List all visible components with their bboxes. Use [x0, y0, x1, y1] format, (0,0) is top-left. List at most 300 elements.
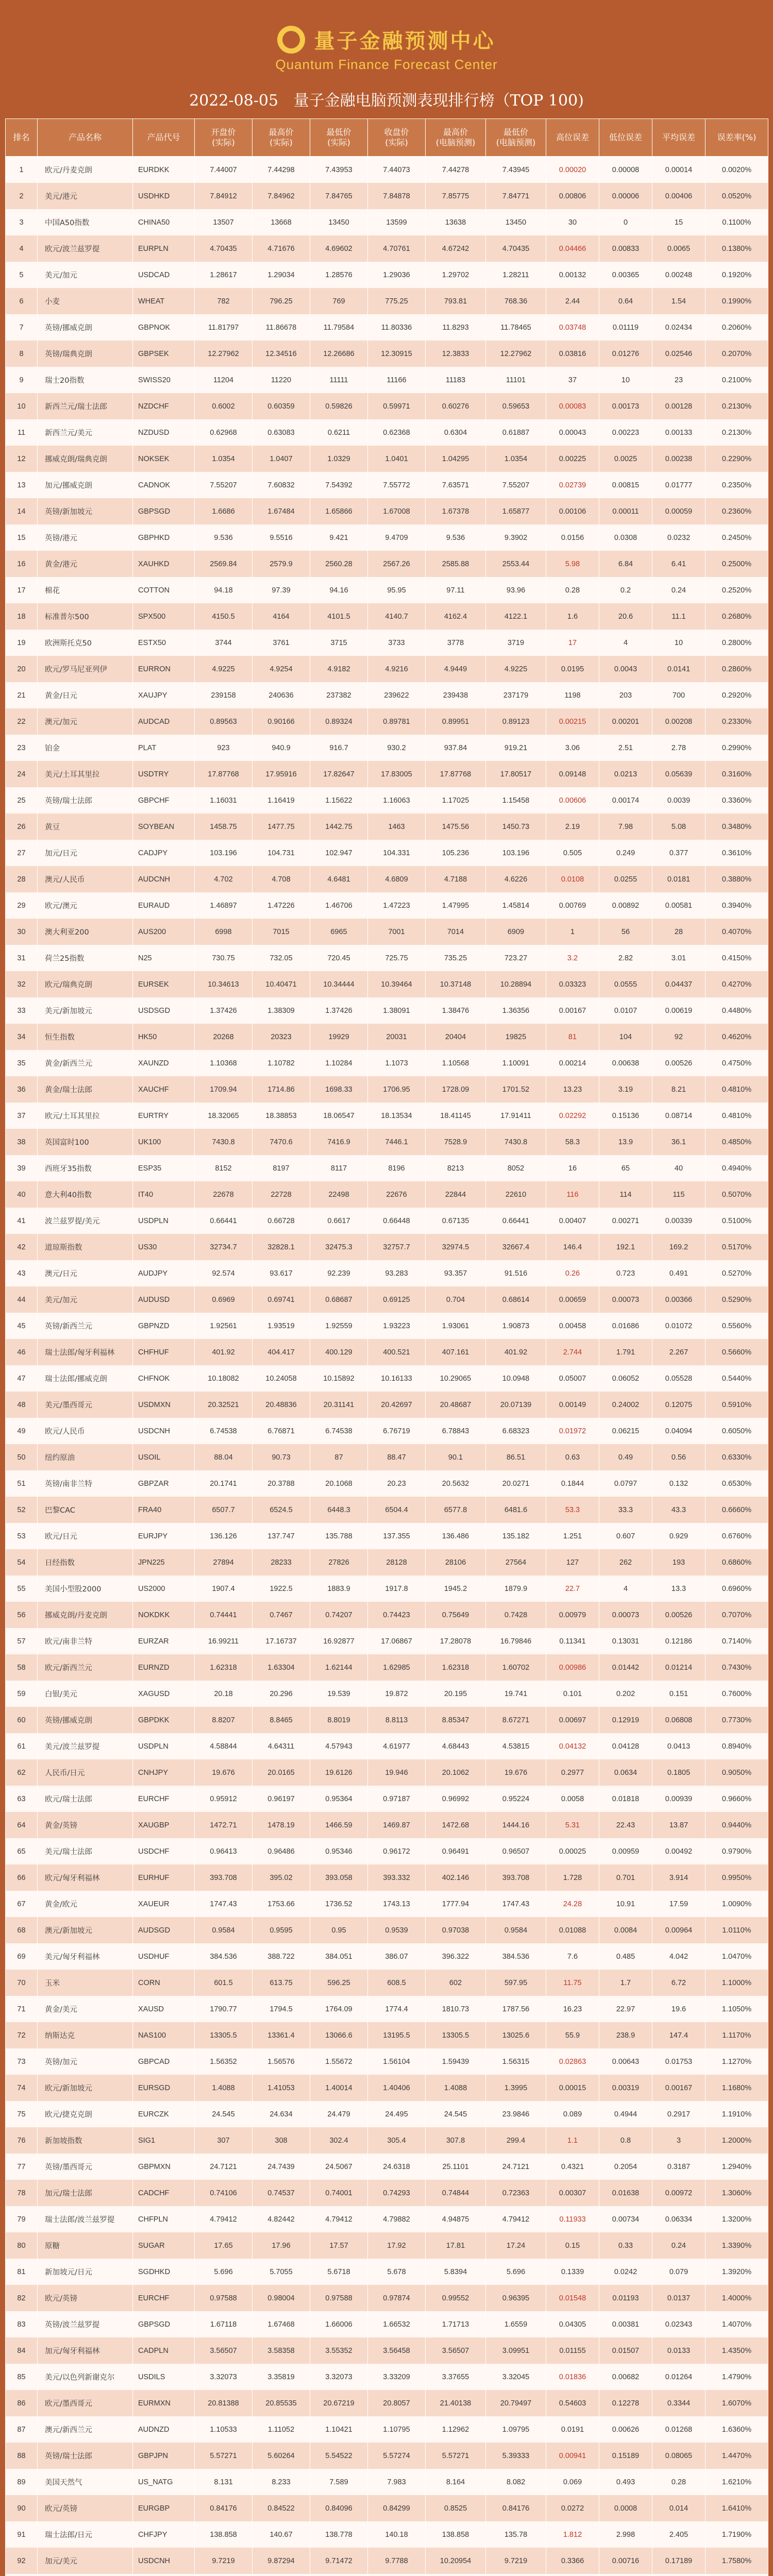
- low-price-cell: 32475.3: [310, 1234, 368, 1260]
- high-price-cell: 6524.5: [253, 1497, 310, 1523]
- high-price-cell: 0.66728: [253, 1208, 310, 1234]
- avg-error-cell: 0.00406: [652, 183, 705, 209]
- forecast-low-cell: 1.56315: [486, 2048, 546, 2075]
- error-rate-cell: 0.5270%: [705, 1260, 768, 1286]
- forecast-high-cell: 1728.09: [426, 1076, 486, 1103]
- forecast-high-cell: 1.17025: [426, 787, 486, 814]
- error-rate-cell: 0.3610%: [705, 840, 768, 866]
- error-rate-cell: 0.2330%: [705, 708, 768, 735]
- product-name-cell: 英镑/加元: [38, 2048, 133, 2075]
- forecast-low-cell: 0.84176: [486, 2495, 546, 2521]
- avg-error-cell: 0.01753: [652, 2048, 705, 2075]
- forecast-low-cell: 0.61887: [486, 419, 546, 446]
- product-name-cell: 欧元/土耳其里拉: [38, 1103, 133, 1129]
- low-error-cell: 3.19: [599, 1076, 652, 1103]
- product-code-cell: CADNOK: [133, 472, 195, 498]
- rank-cell: 9: [6, 367, 38, 393]
- table-row: [6, 1260, 768, 1286]
- column-header: 排名: [6, 119, 38, 157]
- high-price-cell: 4.71676: [253, 235, 310, 262]
- product-name-cell: 英镑/瑞典克朗: [38, 341, 133, 367]
- product-code-cell: EURPLN: [133, 235, 195, 262]
- forecast-low-cell: 17.24: [486, 2232, 546, 2259]
- high-price-cell: 20.296: [253, 1681, 310, 1707]
- low-price-cell: 1.0329: [310, 446, 368, 472]
- forecast-high-cell: 11183: [426, 367, 486, 393]
- product-code-cell: ESTX50: [133, 630, 195, 656]
- high-error-cell: 0.00458: [546, 1313, 599, 1339]
- product-code-cell: AUDJPY: [133, 1260, 195, 1286]
- forecast-low-cell: 723.27: [486, 945, 546, 971]
- product-code-cell: SGDHKD: [133, 2259, 195, 2285]
- high-error-cell: 16.23: [546, 1996, 599, 2022]
- low-price-cell: 596.25: [310, 1970, 368, 1996]
- table-row: [6, 183, 768, 209]
- product-code-cell: CADJPY: [133, 840, 195, 866]
- table-row: [6, 630, 768, 656]
- low-price-cell: 0.74001: [310, 2180, 368, 2206]
- high-price-cell: 4164: [253, 603, 310, 630]
- low-error-cell: 0.0084: [599, 1917, 652, 1943]
- close-price-cell: 1.93223: [368, 1313, 426, 1339]
- product-name-cell: 欧元/日元: [38, 1523, 133, 1549]
- low-error-cell: 0.8: [599, 2127, 652, 2154]
- low-error-cell: 0.49: [599, 1444, 652, 1470]
- open-price-cell: 1747.43: [195, 1891, 253, 1917]
- low-error-cell: 0.01507: [599, 2337, 652, 2364]
- high-error-cell: 3.06: [546, 735, 599, 761]
- low-price-cell: 102.947: [310, 840, 368, 866]
- error-rate-cell: 0.6330%: [705, 1444, 768, 1470]
- error-rate-cell: 0.4810%: [705, 1103, 768, 1129]
- avg-error-cell: 0.0181: [652, 866, 705, 892]
- high-error-cell: 146.4: [546, 1234, 599, 1260]
- high-error-cell: 0.0108: [546, 866, 599, 892]
- error-rate-cell: 0.4850%: [705, 1129, 768, 1155]
- close-price-cell: 13195.5: [368, 2022, 426, 2048]
- error-rate-cell: 0.9440%: [705, 1812, 768, 1838]
- low-error-cell: 0.06052: [599, 1365, 652, 1392]
- open-price-cell: 4.70435: [195, 235, 253, 262]
- table-row: [6, 1418, 768, 1444]
- open-price-cell: 7.84912: [195, 183, 253, 209]
- low-error-cell: 0.00011: [599, 498, 652, 524]
- forecast-high-cell: 20404: [426, 1024, 486, 1050]
- error-rate-cell: 0.1380%: [705, 235, 768, 262]
- close-price-cell: 8196: [368, 1155, 426, 1181]
- open-price-cell: 8.131: [195, 2469, 253, 2495]
- rank-cell: 1: [6, 157, 38, 183]
- close-price-cell: 0.74423: [368, 1602, 426, 1628]
- forecast-low-cell: 6481.6: [486, 1497, 546, 1523]
- table-row: [6, 1024, 768, 1050]
- close-price-cell: 1.56104: [368, 2048, 426, 2075]
- open-price-cell: 0.6969: [195, 1286, 253, 1313]
- brand-name-cn: 量子金融预测中心: [314, 29, 496, 53]
- high-price-cell: 7470.6: [253, 1129, 310, 1155]
- forecast-low-cell: 1747.43: [486, 1891, 546, 1917]
- table-row: [6, 919, 768, 945]
- rank-cell: 14: [6, 498, 38, 524]
- close-price-cell: 0.59971: [368, 393, 426, 419]
- low-price-cell: 384.051: [310, 1943, 368, 1970]
- low-price-cell: 20.67219: [310, 2390, 368, 2416]
- table-row: [6, 524, 768, 551]
- high-price-cell: 1.67468: [253, 2311, 310, 2337]
- error-rate-cell: 0.6860%: [705, 1549, 768, 1575]
- high-error-cell: 0.09148: [546, 761, 599, 787]
- product-name-cell: 小麦: [38, 288, 133, 314]
- close-price-cell: 11166: [368, 367, 426, 393]
- error-rate-cell: 0.7600%: [705, 1681, 768, 1707]
- rank-cell: 25: [6, 787, 38, 814]
- forecast-low-cell: 6909: [486, 919, 546, 945]
- product-code-cell: NAS100: [133, 2022, 195, 2048]
- forecast-high-cell: 0.704: [426, 1286, 486, 1313]
- table-row: [6, 1654, 768, 1681]
- low-price-cell: 6965: [310, 919, 368, 945]
- avg-error-cell: 13.3: [652, 1575, 705, 1602]
- low-error-cell: 0.00643: [599, 2048, 652, 2075]
- high-price-cell: 0.63083: [253, 419, 310, 446]
- high-price-cell: 1753.66: [253, 1891, 310, 1917]
- open-price-cell: 3.56507: [195, 2337, 253, 2364]
- close-price-cell: 7.983: [368, 2469, 426, 2495]
- low-error-cell: 0.0213: [599, 761, 652, 787]
- avg-error-cell: 0.05639: [652, 761, 705, 787]
- low-price-cell: 22498: [310, 1181, 368, 1208]
- rank-cell: 54: [6, 1549, 38, 1575]
- forecast-low-cell: 1.60702: [486, 1654, 546, 1681]
- product-name-cell: 英镑/南非兰特: [38, 1470, 133, 1497]
- low-price-cell: 4.57943: [310, 1733, 368, 1759]
- close-price-cell: 140.18: [368, 2521, 426, 2548]
- product-name-cell: 澳元/人民币: [38, 866, 133, 892]
- error-rate-cell: 1.6210%: [705, 2469, 768, 2495]
- low-price-cell: 7.84765: [310, 183, 368, 209]
- product-name-cell: 加元/匈牙利福林: [38, 2337, 133, 2364]
- forecast-high-cell: 3778: [426, 630, 486, 656]
- forecast-low-cell: 0.96507: [486, 1838, 546, 1865]
- column-header: 最低价 (实际): [310, 119, 368, 157]
- product-name-cell: 英镑/挪威克朗: [38, 1707, 133, 1733]
- product-code-cell: EURNZD: [133, 1654, 195, 1681]
- avg-error-cell: 8.21: [652, 1076, 705, 1103]
- error-rate-cell: 0.9950%: [705, 1865, 768, 1891]
- forecast-high-cell: 22844: [426, 1181, 486, 1208]
- rank-cell: 42: [6, 1234, 38, 1260]
- table-row: [6, 551, 768, 577]
- product-code-cell: AUDNZD: [133, 2416, 195, 2443]
- close-price-cell: 725.75: [368, 945, 426, 971]
- high-price-cell: 1478.19: [253, 1812, 310, 1838]
- table-row: [6, 1365, 768, 1392]
- forecast-high-cell: 0.8525: [426, 2495, 486, 2521]
- forecast-low-cell: 5.696: [486, 2259, 546, 2285]
- avg-error-cell: 0.00059: [652, 498, 705, 524]
- high-error-cell: 1.1: [546, 2127, 599, 2154]
- open-price-cell: [195, 2574, 253, 2576]
- forecast-low-cell: 7.55207: [486, 472, 546, 498]
- high-price-cell: 1.63304: [253, 1654, 310, 1681]
- forecast-high-cell: [426, 2574, 486, 2576]
- low-error-cell: 0.723: [599, 1260, 652, 1286]
- product-name-cell: 挪威克朗/丹麦克朗: [38, 1602, 133, 1628]
- open-price-cell: 601.5: [195, 1970, 253, 1996]
- low-error-cell: 0.01276: [599, 341, 652, 367]
- high-error-cell: 0.01548: [546, 2285, 599, 2311]
- product-name-cell: 巴黎CAC: [38, 1497, 133, 1523]
- low-error-cell: 0.01686: [599, 1313, 652, 1339]
- low-error-cell: 0.01818: [599, 1786, 652, 1812]
- product-code-cell: GBPCAD: [133, 2048, 195, 2075]
- low-price-cell: 1.62144: [310, 1654, 368, 1681]
- high-error-cell: 0.04305: [546, 2311, 599, 2337]
- high-price-cell: 7.60832: [253, 472, 310, 498]
- high-error-cell: 0.02863: [546, 2048, 599, 2075]
- close-price-cell: 0.69125: [368, 1286, 426, 1313]
- product-code-cell: CHFHUF: [133, 1339, 195, 1365]
- table-row: [6, 708, 768, 735]
- open-price-cell: 1.4088: [195, 2075, 253, 2101]
- product-code-cell: USDHUF: [133, 1943, 195, 1970]
- high-error-cell: 7.6: [546, 1943, 599, 1970]
- rank-cell: 56: [6, 1602, 38, 1628]
- low-error-cell: 0.00271: [599, 1208, 652, 1234]
- high-error-cell: 5.31: [546, 1812, 599, 1838]
- avg-error-cell: 0.56: [652, 1444, 705, 1470]
- avg-error-cell: 40: [652, 1155, 705, 1181]
- product-code-cell: CHFJPY: [133, 2521, 195, 2548]
- avg-error-cell: 0.00238: [652, 446, 705, 472]
- low-error-cell: 10.91: [599, 1891, 652, 1917]
- forecast-low-cell: 93.96: [486, 577, 546, 603]
- open-price-cell: 0.74106: [195, 2180, 253, 2206]
- table-row: [6, 1838, 768, 1865]
- forecast-low-cell: 9.7219: [486, 2548, 546, 2574]
- forecast-low-cell: 17.91411: [486, 1103, 546, 1129]
- product-code-cell: AUS200: [133, 919, 195, 945]
- high-price-cell: 0.84522: [253, 2495, 310, 2521]
- error-rate-cell: [705, 2574, 768, 2576]
- table-row: [6, 2390, 768, 2416]
- avg-error-cell: 0.00339: [652, 1208, 705, 1234]
- forecast-low-cell: 0.9584: [486, 1917, 546, 1943]
- table-row: [6, 866, 768, 892]
- forecast-high-cell: 10.29065: [426, 1365, 486, 1392]
- ranking-table: [5, 118, 768, 2576]
- low-error-cell: 0: [599, 209, 652, 235]
- rank-cell: 16: [6, 551, 38, 577]
- forecast-low-cell: 919.21: [486, 735, 546, 761]
- product-code-cell: XAUJPY: [133, 682, 195, 708]
- low-error-cell: [599, 2574, 652, 2576]
- product-name-cell: 铂金: [38, 735, 133, 761]
- error-rate-cell: 1.1000%: [705, 1970, 768, 1996]
- product-code-cell: USDCAD: [133, 262, 195, 288]
- product-name-cell: 欧元/新加坡元: [38, 2075, 133, 2101]
- close-price-cell: 1463: [368, 814, 426, 840]
- forecast-high-cell: 1.93061: [426, 1313, 486, 1339]
- forecast-high-cell: 6.78843: [426, 1418, 486, 1444]
- open-price-cell: 1.6686: [195, 498, 253, 524]
- open-price-cell: 1790.77: [195, 1996, 253, 2022]
- high-price-cell: 404.417: [253, 1339, 310, 1365]
- low-error-cell: 0.01193: [599, 2285, 652, 2311]
- low-error-cell: 0.00073: [599, 1602, 652, 1628]
- high-price-cell: 1.38309: [253, 997, 310, 1024]
- rank-cell: 81: [6, 2259, 38, 2285]
- forecast-high-cell: 8.164: [426, 2469, 486, 2495]
- product-code-cell: COTTON: [133, 577, 195, 603]
- table-row: [6, 2259, 768, 2285]
- low-price-cell: 1.65866: [310, 498, 368, 524]
- table-row: [6, 1970, 768, 1996]
- product-code-cell: USDSGD: [133, 997, 195, 1024]
- table-row: [6, 761, 768, 787]
- table-row: [6, 1733, 768, 1759]
- high-price-cell: 5.7055: [253, 2259, 310, 2285]
- forecast-high-cell: 4.94875: [426, 2206, 486, 2232]
- open-price-cell: 19.676: [195, 1759, 253, 1786]
- avg-error-cell: 0.1805: [652, 1759, 705, 1786]
- table-row: [6, 367, 768, 393]
- close-price-cell: 10.16133: [368, 1365, 426, 1392]
- forecast-low-cell: 86.51: [486, 1444, 546, 1470]
- low-error-cell: 0.00008: [599, 157, 652, 183]
- table-row: [6, 1549, 768, 1575]
- open-price-cell: 4.702: [195, 866, 253, 892]
- high-error-cell: 11.75: [546, 1970, 599, 1996]
- product-name-cell: 欧元/丹麦克朗: [38, 157, 133, 183]
- error-rate-cell: 0.6660%: [705, 1497, 768, 1523]
- close-price-cell: 17.83005: [368, 761, 426, 787]
- avg-error-cell: 0.01264: [652, 2364, 705, 2390]
- high-error-cell: 37: [546, 367, 599, 393]
- high-error-cell: 55.9: [546, 2022, 599, 2048]
- open-price-cell: 27894: [195, 1549, 253, 1575]
- low-price-cell: 87: [310, 1444, 368, 1470]
- error-rate-cell: 0.6050%: [705, 1418, 768, 1444]
- product-code-cell: GBPDKK: [133, 1707, 195, 1733]
- product-name-cell: 纽约原油: [38, 1444, 133, 1470]
- rank-cell: 74: [6, 2075, 38, 2101]
- close-price-cell: 4140.7: [368, 603, 426, 630]
- rank-cell: 76: [6, 2127, 38, 2154]
- open-price-cell: 730.75: [195, 945, 253, 971]
- low-price-cell: 6448.3: [310, 1497, 368, 1523]
- open-price-cell: 8152: [195, 1155, 253, 1181]
- open-price-cell: 32734.7: [195, 1234, 253, 1260]
- forecast-high-cell: 7.44278: [426, 157, 486, 183]
- close-price-cell: 93.283: [368, 1260, 426, 1286]
- error-rate-cell: 0.4270%: [705, 971, 768, 997]
- product-code-cell: GBPMXN: [133, 2154, 195, 2180]
- avg-error-cell: 0.08714: [652, 1103, 705, 1129]
- avg-error-cell: 0.02343: [652, 2311, 705, 2337]
- rank-cell: 5: [6, 262, 38, 288]
- low-price-cell: 0.97588: [310, 2285, 368, 2311]
- avg-error-cell: 169.2: [652, 1234, 705, 1260]
- close-price-cell: 104.331: [368, 840, 426, 866]
- close-price-cell: 6504.4: [368, 1497, 426, 1523]
- forecast-low-cell: 1.15458: [486, 787, 546, 814]
- low-error-cell: 2.51: [599, 735, 652, 761]
- table-row: [6, 262, 768, 288]
- avg-error-cell: 5.08: [652, 814, 705, 840]
- avg-error-cell: 0.00128: [652, 393, 705, 419]
- close-price-cell: 5.678: [368, 2259, 426, 2285]
- close-price-cell: 0.97874: [368, 2285, 426, 2311]
- product-name-cell: 瑞士法郎/波兰兹罗提: [38, 2206, 133, 2232]
- forecast-low-cell: 3.09951: [486, 2337, 546, 2364]
- open-price-cell: 24.7121: [195, 2154, 253, 2180]
- close-price-cell: 9.7788: [368, 2548, 426, 2574]
- table-row: [6, 1812, 768, 1838]
- forecast-low-cell: 5.39333: [486, 2443, 546, 2469]
- high-price-cell: 137.747: [253, 1523, 310, 1549]
- open-price-cell: 307: [195, 2127, 253, 2154]
- forecast-low-cell: [486, 2574, 546, 2576]
- forecast-low-cell: 299.4: [486, 2127, 546, 2154]
- high-price-cell: 9.87294: [253, 2548, 310, 2574]
- error-rate-cell: 0.9050%: [705, 1759, 768, 1786]
- forecast-low-cell: 8.082: [486, 2469, 546, 2495]
- product-name-cell: 英镑/波兰兹罗提: [38, 2311, 133, 2337]
- product-name-cell: 英镑/新加坡元: [38, 498, 133, 524]
- close-price-cell: 7.55772: [368, 472, 426, 498]
- low-error-cell: 104: [599, 1024, 652, 1050]
- low-price-cell: 5.6718: [310, 2259, 368, 2285]
- table-row: [6, 2022, 768, 2048]
- column-header: 低位误差: [599, 119, 652, 157]
- forecast-low-cell: 768.36: [486, 288, 546, 314]
- high-error-cell: 0.05007: [546, 1365, 599, 1392]
- forecast-high-cell: 4.7188: [426, 866, 486, 892]
- table-row: [6, 288, 768, 314]
- product-name-cell: 欧元/捷克克朗: [38, 2101, 133, 2127]
- high-price-cell: 940.9: [253, 735, 310, 761]
- low-error-cell: 0.15189: [599, 2443, 652, 2469]
- forecast-high-cell: 937.84: [426, 735, 486, 761]
- header: [0, 0, 773, 113]
- product-code-cell: GBPSGD: [133, 2311, 195, 2337]
- avg-error-cell: 0.00581: [652, 892, 705, 919]
- product-code-cell: N25: [133, 945, 195, 971]
- open-price-cell: 1.10368: [195, 1050, 253, 1076]
- close-price-cell: 1469.87: [368, 1812, 426, 1838]
- forecast-high-cell: 21.40138: [426, 2390, 486, 2416]
- rank-cell: 88: [6, 2443, 38, 2469]
- error-rate-cell: 1.1170%: [705, 2022, 768, 2048]
- close-price-cell: 930.2: [368, 735, 426, 761]
- forecast-low-cell: 19825: [486, 1024, 546, 1050]
- avg-error-cell: 0.079: [652, 2259, 705, 2285]
- avg-error-cell: 0.00619: [652, 997, 705, 1024]
- table-row: [6, 1050, 768, 1076]
- high-price-cell: 0.90166: [253, 708, 310, 735]
- low-error-cell: 0.00833: [599, 235, 652, 262]
- product-name-cell: 瑞士法郎/日元: [38, 2521, 133, 2548]
- product-name-cell: 人民币/日元: [38, 1759, 133, 1786]
- table-row: [6, 997, 768, 1024]
- close-price-cell: 0.74293: [368, 2180, 426, 2206]
- close-price-cell: 95.95: [368, 577, 426, 603]
- low-price-cell: 4101.5: [310, 603, 368, 630]
- open-price-cell: 7.55207: [195, 472, 253, 498]
- high-price-cell: 12.34516: [253, 341, 310, 367]
- high-error-cell: [546, 2574, 599, 2576]
